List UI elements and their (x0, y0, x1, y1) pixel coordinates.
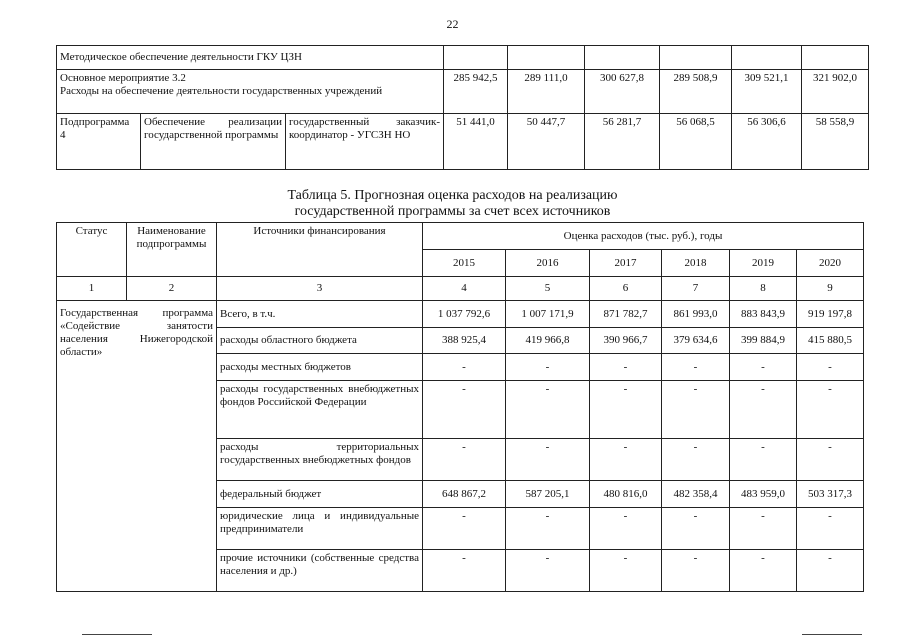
value-cell: 51 441,0 (444, 114, 508, 170)
value-cell: 415 880,5 (797, 328, 864, 354)
value-cell: 883 843,9 (730, 301, 797, 328)
value-cell: - (590, 381, 662, 439)
year-header: 2016 (506, 250, 590, 277)
value-cell: - (662, 439, 730, 481)
value-cell: 1 037 792,6 (423, 301, 506, 328)
value-cell: - (797, 550, 864, 592)
value-cell: - (730, 550, 797, 592)
source-label: расходы территориальных государственных внебюджетных фондов (217, 439, 423, 481)
value-cell: 482 358,4 (662, 481, 730, 508)
value-cell: - (506, 439, 590, 481)
method-label: Методическое обеспечение деятельности ГКУ ЦЗН (57, 46, 444, 70)
source-label: Всего, в т.ч. (217, 301, 423, 328)
page-number: 22 (446, 17, 459, 31)
top-table (56, 45, 869, 170)
value-cell: 379 634,6 (662, 328, 730, 354)
column-number: 8 (730, 277, 797, 301)
header-name: Наименование подпрограммы (127, 223, 217, 277)
event-description: Расходы на обеспечение деятельности государственных учреждений (60, 85, 383, 97)
event-title: Основное мероприятие 3.2 (60, 72, 186, 84)
value-cell: 388 925,4 (423, 328, 506, 354)
value-cell: - (423, 381, 506, 439)
value-cell: 861 993,0 (662, 301, 730, 328)
column-number: 5 (506, 277, 590, 301)
year-header: 2015 (423, 250, 506, 277)
value-cell: - (590, 354, 662, 381)
column-number: 2 (127, 277, 217, 301)
year-header: 2018 (662, 250, 730, 277)
subprogram-name: Обеспечение реализации государственной программы (141, 114, 286, 170)
value-cell: - (590, 550, 662, 592)
column-number: 3 (217, 277, 423, 301)
header-sources: Источники финансирования (217, 223, 423, 277)
table-row (57, 46, 869, 70)
value-cell: 871 782,7 (590, 301, 662, 328)
value-cell: - (506, 550, 590, 592)
source-label: расходы областного бюджета (217, 328, 423, 354)
value-cell: 309 521,1 (732, 70, 802, 114)
header-status: Статус (57, 223, 127, 277)
value-cell: - (730, 354, 797, 381)
table-caption-line2: государственной программы за счет всех источников (294, 204, 611, 219)
column-number: 9 (797, 277, 864, 301)
column-number: 1 (57, 277, 127, 301)
value-cell: - (662, 354, 730, 381)
value-cell: - (423, 354, 506, 381)
value-cell: 300 627,8 (585, 70, 660, 114)
table-caption-line1: Таблица 5. Прогнозная оценка расходов на реализацию (287, 188, 618, 203)
source-label: юридические лица и индивидуальные предприниматели (217, 508, 423, 550)
value-cell: 56 068,5 (660, 114, 732, 170)
source-label: федеральный бюджет (217, 481, 423, 508)
value-cell: - (730, 381, 797, 439)
value-cell: 289 111,0 (508, 70, 585, 114)
year-header: 2017 (590, 250, 662, 277)
value-cell: 321 902,0 (802, 70, 869, 114)
header-estimate: Оценка расходов (тыс. руб.), годы (423, 223, 864, 250)
source-label: прочие источники (собственные средства населения и др.) (217, 550, 423, 592)
column-number: 7 (662, 277, 730, 301)
value-cell: 289 508,9 (660, 70, 732, 114)
value-cell: - (506, 508, 590, 550)
value-cell: - (662, 508, 730, 550)
header-row (57, 223, 864, 250)
scan-mark (82, 634, 152, 635)
table-row (57, 70, 869, 114)
year-header: 2019 (730, 250, 797, 277)
value-cell: - (662, 550, 730, 592)
value-cell: 919 197,8 (797, 301, 864, 328)
value-cell: 419 966,8 (506, 328, 590, 354)
scan-mark (802, 634, 862, 635)
value-cell: - (506, 354, 590, 381)
subprogram-status: Подпрограмма 4 (57, 114, 141, 170)
source-label: расходы государственных внебюджетных фондов Российской Федерации (217, 381, 423, 439)
value-cell: - (423, 508, 506, 550)
value-cell: 50 447,7 (508, 114, 585, 170)
value-cell: - (590, 508, 662, 550)
value-cell: 1 007 171,9 (506, 301, 590, 328)
value-cell: - (730, 508, 797, 550)
value-cell: - (797, 381, 864, 439)
source-label: расходы местных бюджетов (217, 354, 423, 381)
value-cell: 285 942,5 (444, 70, 508, 114)
value-cell: 399 884,9 (730, 328, 797, 354)
main-table (56, 222, 864, 592)
column-number: 6 (590, 277, 662, 301)
value-cell: - (730, 439, 797, 481)
value-cell: 480 816,0 (590, 481, 662, 508)
value-cell: 648 867,2 (423, 481, 506, 508)
table-row (57, 114, 869, 170)
value-cell: 503 317,3 (797, 481, 864, 508)
program-status: Государственная программа «Содействие занятости населения Нижегородской области» (57, 301, 217, 592)
column-number: 4 (423, 277, 506, 301)
column-number-row (57, 277, 864, 301)
value-cell: - (797, 439, 864, 481)
value-cell: 56 281,7 (585, 114, 660, 170)
value-cell: - (797, 354, 864, 381)
value-cell: 390 966,7 (590, 328, 662, 354)
year-header: 2020 (797, 250, 864, 277)
event-label (57, 70, 444, 114)
table-row (57, 301, 864, 328)
value-cell: - (590, 439, 662, 481)
value-cell: - (423, 550, 506, 592)
value-cell: - (506, 381, 590, 439)
value-cell: - (423, 439, 506, 481)
value-cell: - (797, 508, 864, 550)
value-cell: 56 306,6 (732, 114, 802, 170)
subprogram-source: государственный заказчик-координатор - УГСЗН НО (286, 114, 444, 170)
value-cell: 587 205,1 (506, 481, 590, 508)
value-cell: 58 558,9 (802, 114, 869, 170)
value-cell: 483 959,0 (730, 481, 797, 508)
value-cell: - (662, 381, 730, 439)
